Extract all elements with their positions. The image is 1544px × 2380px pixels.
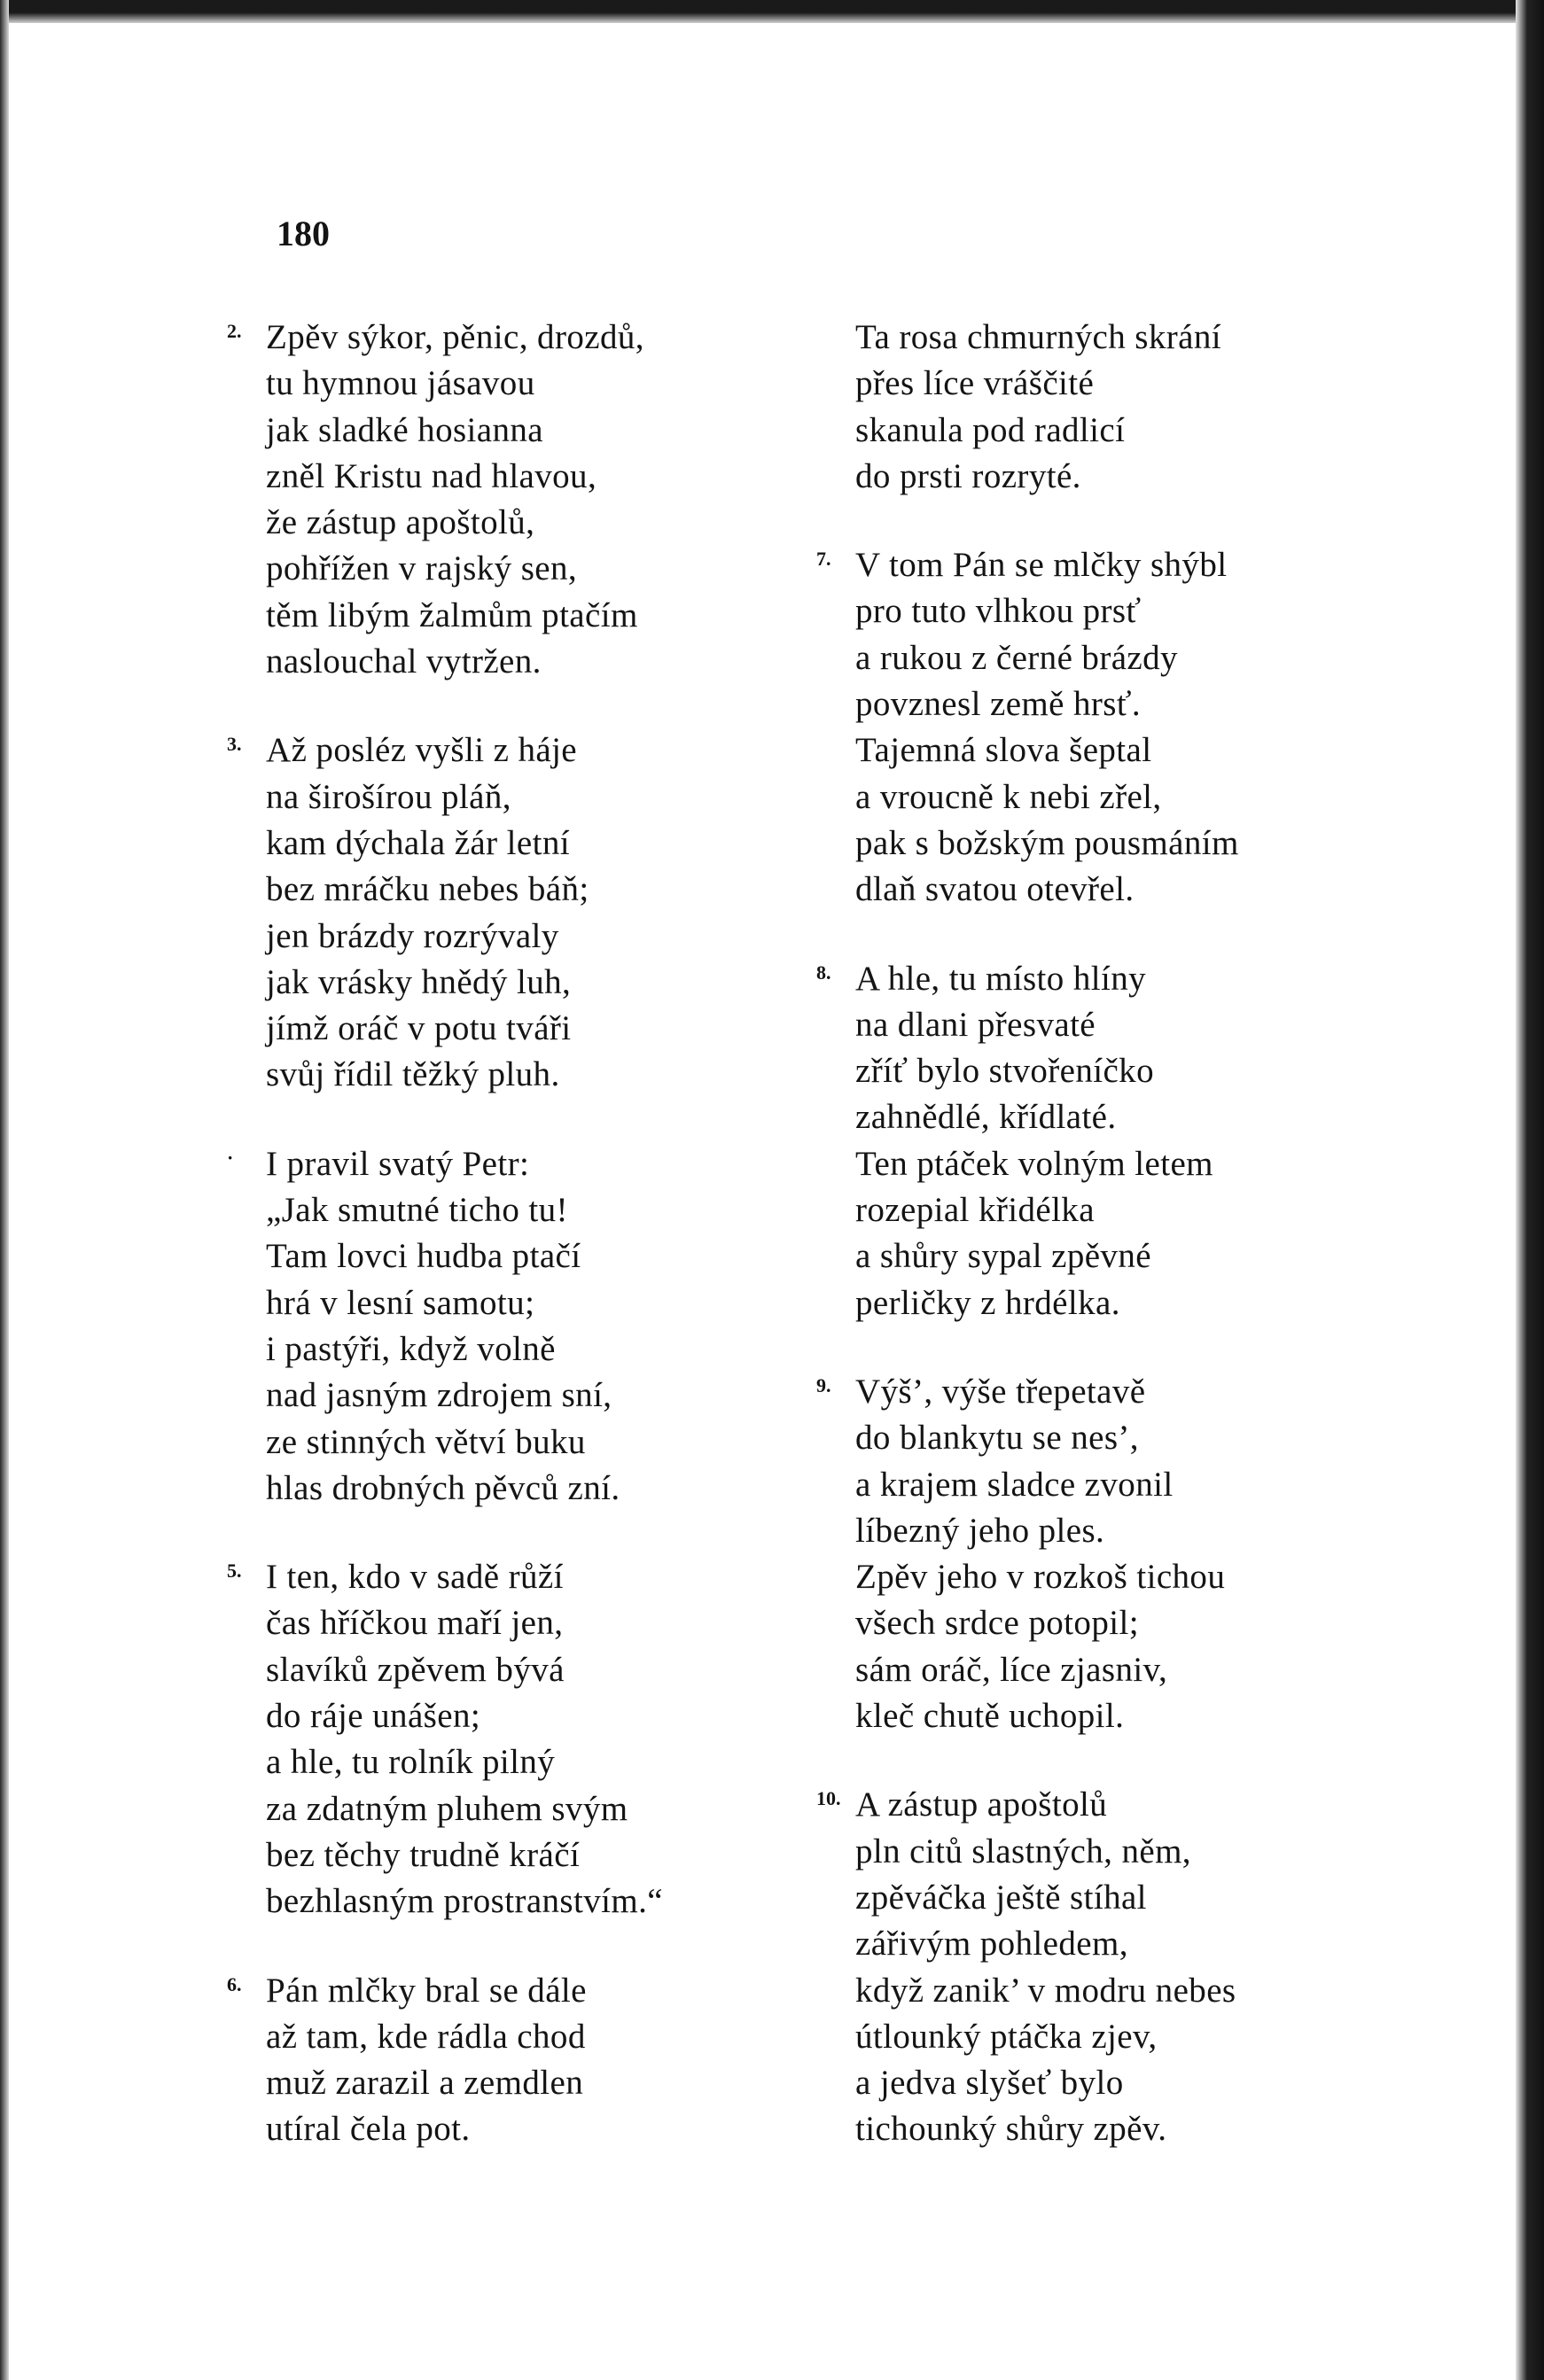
verse-line: jímž oráč v potu tváři (266, 1009, 572, 1048)
verse-line: pak s božským pousmáním (855, 823, 1239, 862)
verse-line: jen brázdy rozrývaly (266, 916, 559, 955)
verse-line: jak vrásky hnědý luh, (266, 962, 572, 1001)
verse-line: až tam, kde rádla chod (266, 2017, 586, 2056)
verse-line: bez těchy trudně kráčí (266, 1835, 581, 1874)
verse-line: do ráje unášen; (266, 1697, 481, 1736)
verse-line: pro tuto vlhkou prsť (855, 592, 1142, 631)
verse-line: přes líce vráščité (855, 364, 1095, 403)
verse-line: Až posléz vyšli z háje (266, 731, 578, 770)
verse-line: do blankytu se nes’, (855, 1419, 1139, 1458)
verse-line: kleč chutě uchopil. (855, 1697, 1125, 1736)
stanza-number: 9. (816, 1373, 831, 1396)
verse-line: všech srdce potopil; (855, 1604, 1139, 1643)
verse-line: bezhlasným prostranstvím.“ (266, 1882, 663, 1921)
stanza-number: 3. (227, 733, 242, 756)
verse-line: zříť bylo stvořeníčko (855, 1052, 1154, 1091)
verse-line: I pravil svatý Petr: (266, 1144, 530, 1183)
stanza-number: 6. (227, 1972, 242, 1995)
verse-line: svůj řídil těžký pluh. (266, 1055, 560, 1094)
stanza (816, 956, 1423, 1326)
verse-line: útlounký ptáčka zjev, (855, 2017, 1158, 2056)
verse-line: do prsti rozryté. (855, 456, 1081, 495)
stanza (227, 315, 833, 685)
verse-line: tu hymnou jásavou (266, 364, 535, 403)
verse-line: a vroucně k nebi zřel, (855, 777, 1162, 816)
verse-line: Výš’, výše třepetavě (855, 1372, 1146, 1411)
stanza (227, 1141, 833, 1512)
verse-line: zahnědlé, křídlaté. (855, 1098, 1117, 1137)
verse-line: na širošírou pláň, (266, 777, 511, 816)
verse-line: V tom Pán se mlčky shýbl (855, 546, 1228, 585)
verse-line: a shůry sypal zpěvné (855, 1237, 1151, 1276)
verse-line: líbezný jeho ples. (855, 1511, 1105, 1550)
verse-line: sám oráč, líce zjasniv, (855, 1650, 1168, 1689)
verse-line: zářivým pohledem, (855, 1925, 1128, 1964)
stanza (227, 727, 833, 1098)
page-number: 180 (277, 214, 330, 253)
verse-line: hlas drobných pěvců zní. (266, 1468, 620, 1507)
verse-line: zněl Kristu nad hlavou, (266, 456, 597, 495)
verse-line: pln citů slastných, něm, (855, 1832, 1191, 1871)
verse-line: slavíků zpěvem bývá (266, 1650, 565, 1689)
left-column (227, 315, 833, 2196)
verse-line: když zanik’ v modru nebes (855, 1971, 1236, 2010)
verse-line: ze stinných větví buku (266, 1422, 586, 1461)
scan-edge-right (1516, 0, 1544, 2380)
verse-line: že zástup apoštolů, (266, 503, 535, 542)
stanza-number: 5. (227, 1559, 242, 1583)
verse-line: kam dýchala žár letní (266, 823, 570, 862)
verse-line: pohřížen v rajský sen, (266, 549, 578, 588)
stanza (816, 1782, 1423, 2152)
verse-line: i pastýři, když volně (266, 1329, 556, 1368)
verse-line: Pán mlčky bral se dále (266, 1971, 587, 2010)
verse-line: za zdatným pluhem svým (266, 1789, 628, 1828)
verse-line: I ten, kdo v sadě růží (266, 1558, 564, 1597)
verse-line: Tajemná slova šeptal (855, 731, 1152, 770)
stanza-number: · (227, 1146, 234, 1169)
verse-line: těm libým žalmům ptačím (266, 595, 638, 634)
verse-line: muž zarazil a zemdlen (266, 2064, 584, 2103)
verse-line: a hle, tu rolník pilný (266, 1743, 556, 1782)
verse-line: utíral čela pot. (266, 2110, 471, 2149)
verse-line: perličky z hrdélka. (855, 1283, 1120, 1322)
right-column (816, 315, 1423, 2196)
verse-line: tichounký shůry zpěv. (855, 2110, 1167, 2149)
verse-line: nad jasným zdrojem sní, (266, 1376, 612, 1415)
verse-line: bez mráčku nebes báň; (266, 870, 589, 909)
verse-line: hrá v lesní samotu; (266, 1283, 535, 1322)
verse-line: rozepial křidélka (855, 1191, 1095, 1230)
stanza-number: 7. (816, 548, 831, 571)
verse-line: zpěváčka ještě stíhal (855, 1878, 1147, 1917)
stanza (816, 1369, 1423, 1739)
verse-line: dlaň svatou otevřel. (855, 870, 1135, 909)
verse-line: naslouchal vytržen. (266, 642, 542, 681)
verse-line: a jedva slyšeť bylo (855, 2064, 1124, 2103)
verse-line: povznesl země hrsť. (855, 685, 1142, 724)
scan-edge-top (0, 0, 1544, 23)
verse-line: a krajem sladce zvonil (855, 1465, 1174, 1504)
stanza-number: 2. (227, 320, 242, 342)
stanza-number: 8. (816, 961, 831, 984)
verse-line: Zpěv jeho v rozkoš tichou (855, 1558, 1226, 1597)
verse-line: na dlani přesvaté (855, 1005, 1096, 1044)
verse-line: „Jak smutné ticho tu! (266, 1191, 568, 1230)
verse-line: jak sladké hosianna (266, 410, 544, 449)
stanza-number: 10. (816, 1787, 841, 1810)
stanza (227, 1554, 833, 1925)
verse-line: Ten ptáček volným letem (855, 1144, 1213, 1183)
verse-line: a rukou z černé brázdy (855, 638, 1178, 677)
verse-line: skanula pod radlicí (855, 410, 1126, 449)
stanza (227, 1968, 833, 2153)
verse-line: čas hříčkou maří jen, (266, 1604, 564, 1643)
verse-line: Zpěv sýkor, pěnic, drozdů, (266, 318, 644, 356)
stanza (855, 315, 1423, 500)
scan-edge-left (0, 0, 9, 2380)
stanza (816, 542, 1423, 913)
verse-line: Ta rosa chmurných skrání (855, 318, 1221, 356)
verse-line: A zástup apoštolů (855, 1785, 1108, 1824)
verse-line: A hle, tu místo hlíny (855, 959, 1146, 998)
verse-line: Tam lovci hudba ptačí (266, 1237, 581, 1276)
